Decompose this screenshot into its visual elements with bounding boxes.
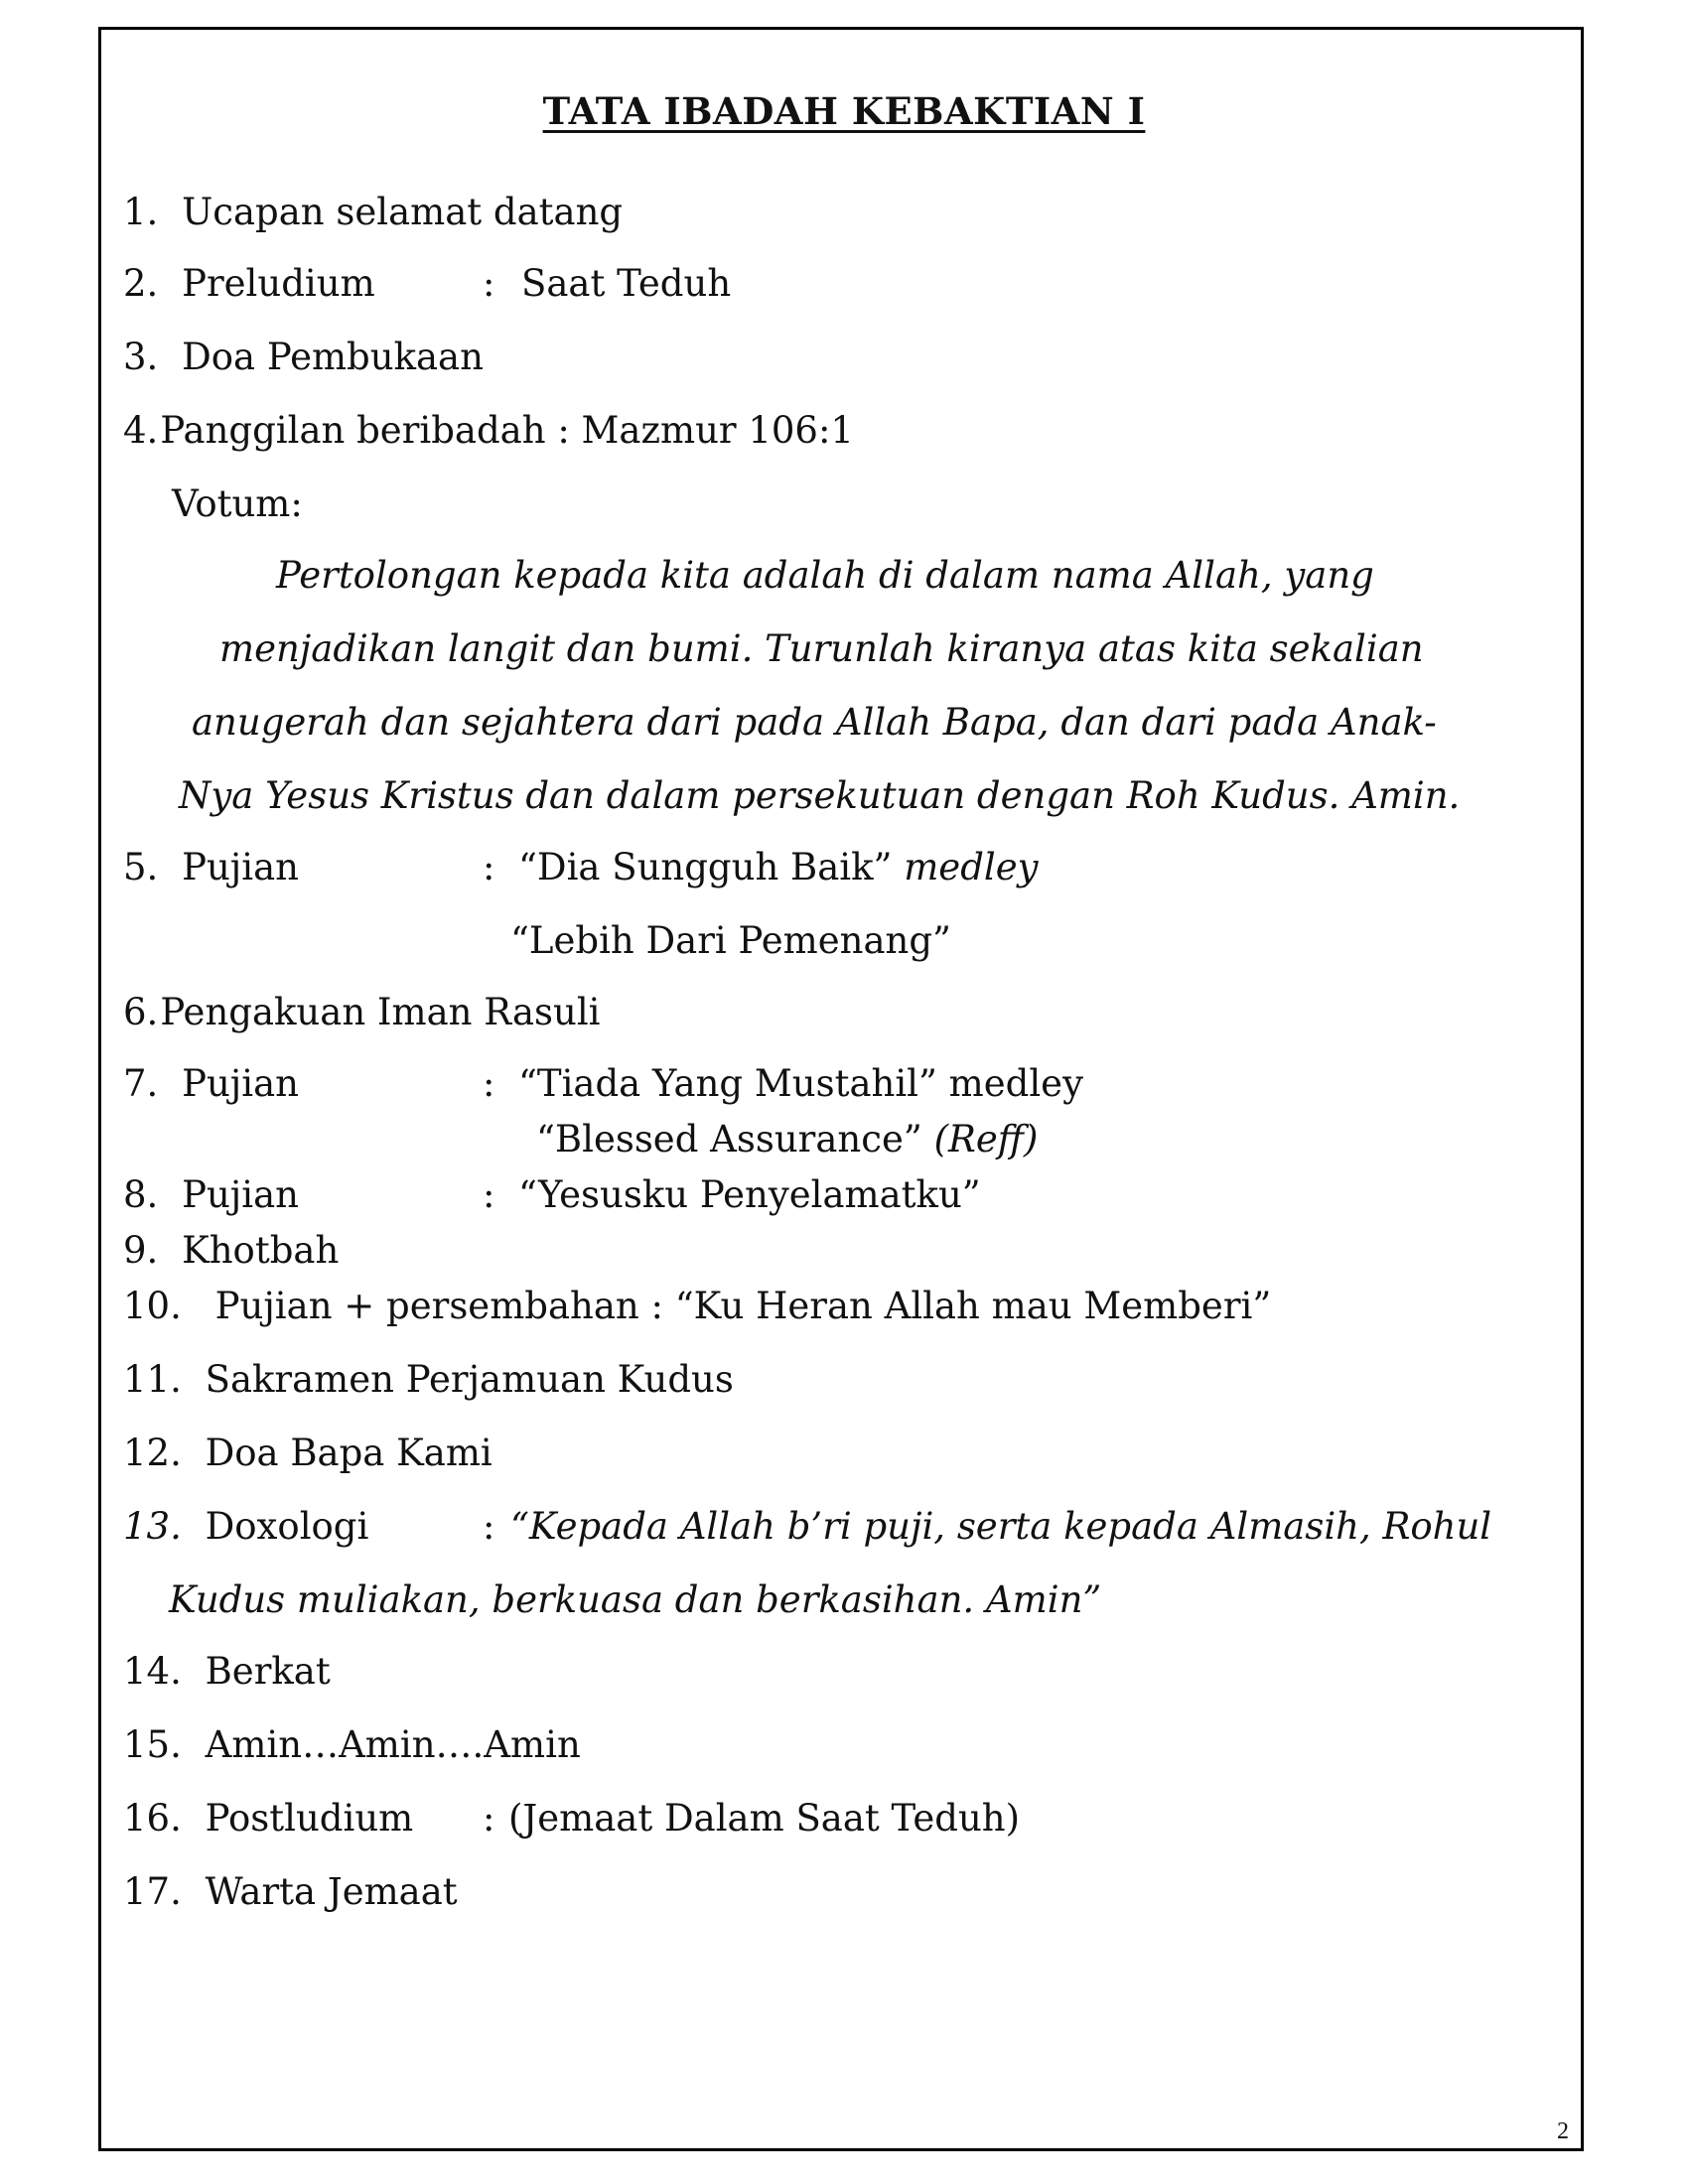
votum-label: Votum: [172, 482, 303, 525]
item-value-line2 [536, 1118, 1038, 1161]
votum-line: Pertolongan kepada kita adalah di dalam nama Allah, yang [276, 554, 1374, 597]
item-label: Warta Jemaat [205, 1870, 458, 1913]
item-value-note: medley [904, 846, 1039, 888]
page-number: 2 [1557, 2118, 1569, 2144]
item-value: “Tiada Yang Mustahil” medley [518, 1062, 1083, 1105]
item-number: 16. [123, 1797, 182, 1840]
list-item [123, 1723, 581, 1767]
item-number: 3. [123, 336, 159, 378]
list-item [123, 1285, 1271, 1328]
item-label: Postludium [205, 1797, 414, 1840]
item-value: “Ku Heran Allah mau Memberi” [674, 1285, 1272, 1327]
item-number: 14. [123, 1650, 182, 1693]
votum-line: anugerah dan sejahtera dari pada Allah Bapa, dan dari pada Anak- [192, 701, 1437, 744]
item-label: Doa Pembukaan [182, 336, 484, 378]
item-value-text: “Dia Sungguh Baik” [518, 846, 893, 888]
page-title: TATA IBADAH KEBAKTIAN I [542, 89, 1146, 133]
item-separator: : [483, 262, 495, 305]
item-label: Sakramen Perjamuan Kudus [205, 1358, 734, 1401]
item-number: 15. [123, 1723, 182, 1766]
item-number: 2. [123, 262, 159, 305]
item-number: 9. [123, 1229, 159, 1272]
item-label: Pujian [182, 846, 299, 888]
list-item [123, 846, 299, 889]
item-label: Doa Bapa Kami [205, 1432, 492, 1474]
item-number: 1. [123, 191, 159, 233]
list-item [123, 336, 484, 379]
item-number: 17. [123, 1870, 182, 1913]
item-separator: : [483, 1173, 495, 1216]
list-item [123, 1797, 413, 1841]
votum-line: Nya Yesus Kristus dan dalam persekutuan dengan Roh Kudus. Amin. [179, 774, 1461, 817]
item-value-line2: Kudus muliakan, berkuasa dan berkasihan. Amin” [169, 1578, 1102, 1621]
list-item [123, 1062, 299, 1106]
item-value-line2: “Lebih Dari Pemenang” [510, 919, 951, 962]
item-number: 13. [123, 1505, 182, 1548]
item-number: 5. [123, 846, 159, 888]
item-label: Pujian + persembahan [214, 1285, 639, 1327]
item-value [518, 846, 1039, 889]
item-value-text: “Blessed Assurance” [536, 1118, 922, 1160]
list-item [123, 191, 623, 234]
item-label: Panggilan beribadah [160, 409, 546, 452]
item-label: Pengakuan Iman Rasuli [160, 991, 601, 1033]
item-label: Ucapan selamat datang [182, 191, 624, 233]
list-item [123, 1173, 299, 1217]
list-item [123, 409, 854, 453]
list-item [123, 262, 375, 306]
item-value: Mazmur 106:1 [581, 409, 854, 452]
item-number: 8. [123, 1173, 159, 1216]
item-separator: : [483, 1797, 495, 1840]
item-number: 6. [123, 991, 159, 1033]
item-label: Pujian [182, 1062, 299, 1105]
item-label: Pujian [182, 1173, 299, 1216]
item-value: “Yesusku Penyelamatku” [518, 1173, 981, 1216]
list-item [123, 1650, 331, 1694]
item-separator: : [483, 846, 495, 888]
votum-line: menjadikan langit dan bumi. Turunlah kiranya atas kita sekalian [219, 627, 1424, 670]
list-item [123, 991, 601, 1034]
item-value: “Kepada Allah b’ri puji, serta kepada Almasih, Rohul [510, 1505, 1492, 1548]
item-separator: : [557, 409, 570, 452]
list-item [123, 1432, 492, 1475]
item-separator: : [650, 1285, 663, 1327]
list-item [123, 1358, 734, 1402]
item-label: Doxologi [205, 1505, 369, 1548]
item-number: 11. [123, 1358, 182, 1401]
item-separator: : [483, 1505, 495, 1548]
item-number: 10. [123, 1285, 182, 1327]
item-value-note: (Reff) [933, 1118, 1039, 1160]
item-label: Amin…Amin….Amin [205, 1723, 581, 1766]
item-number: 7. [123, 1062, 159, 1105]
item-label: Preludium [182, 262, 375, 305]
item-value: (Jemaat Dalam Saat Teduh) [508, 1797, 1021, 1840]
item-label: Khotbah [182, 1229, 340, 1272]
item-value: Saat Teduh [521, 262, 732, 305]
item-number: 4. [123, 409, 159, 452]
list-item [123, 1229, 339, 1273]
item-number: 12. [123, 1432, 182, 1474]
list-item [123, 1505, 368, 1549]
list-item [123, 1870, 458, 1914]
item-separator: : [483, 1062, 495, 1105]
item-label: Berkat [205, 1650, 331, 1693]
